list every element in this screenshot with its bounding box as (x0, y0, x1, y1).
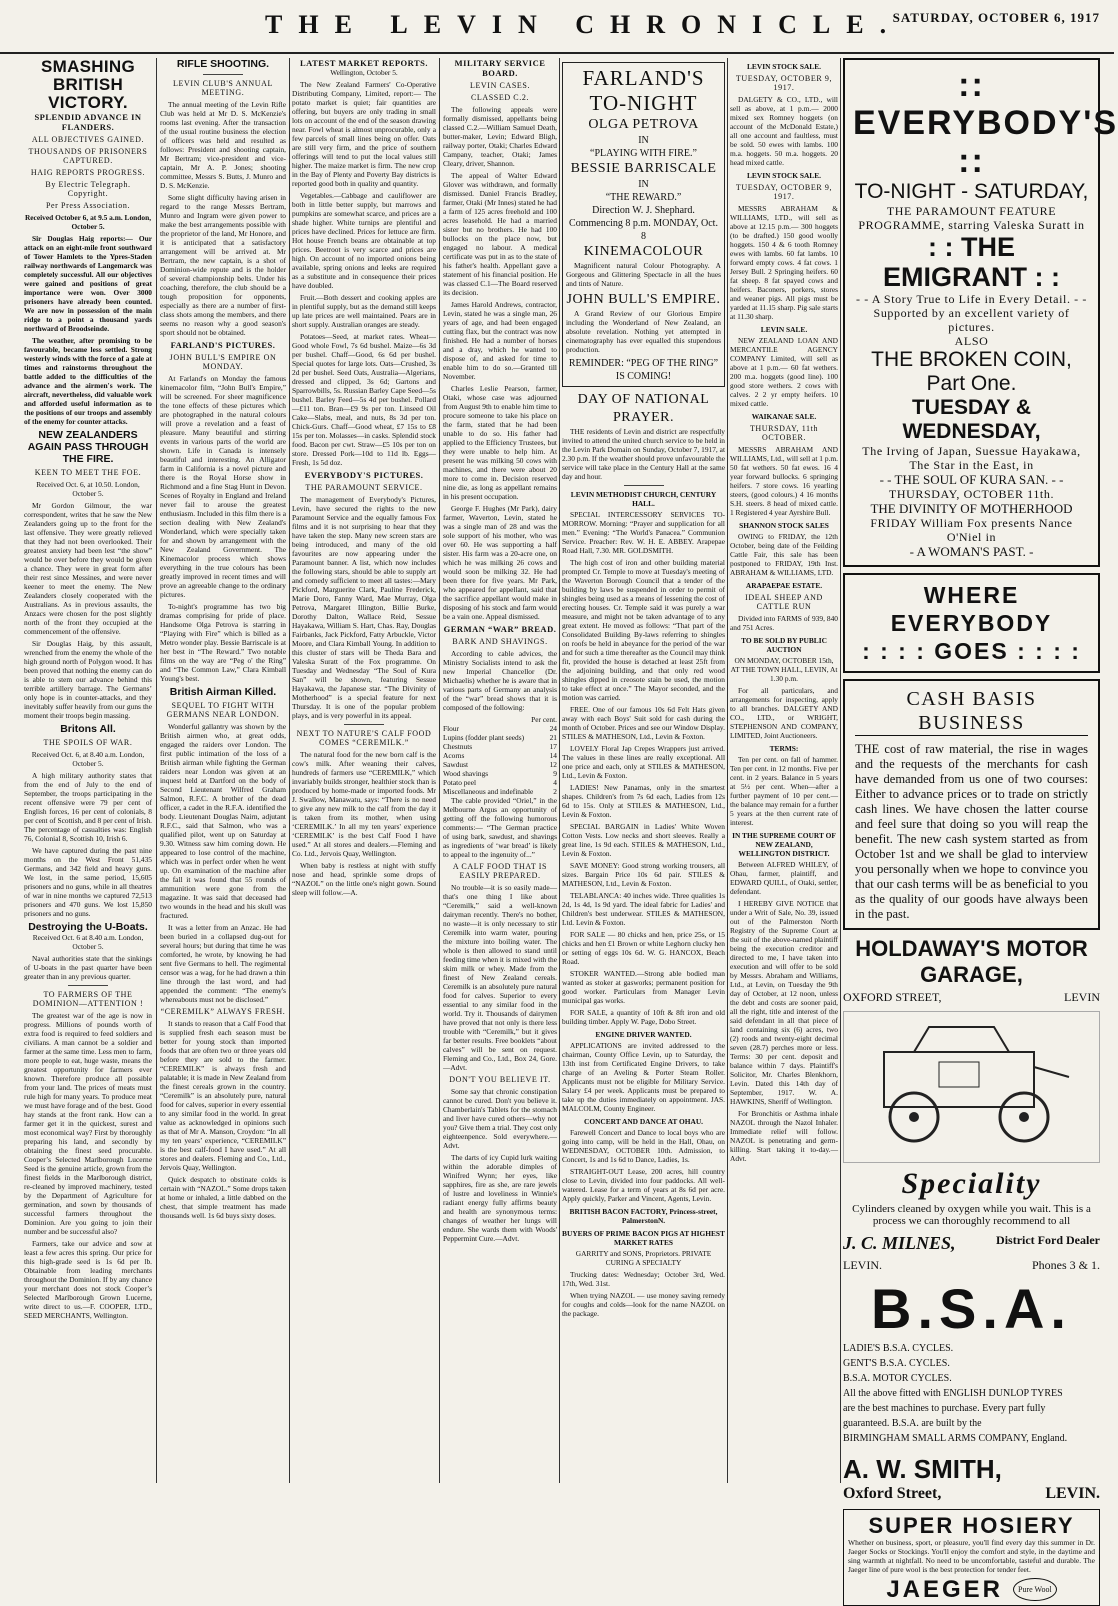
subheadline: SEQUEL TO FIGHT WITH GERMANS NEAR LONDON. (166, 701, 280, 719)
classified-ad: Farewell Concert and Dance to local boys who are going into camp, will be held in the Hall, Ohau, on WEDNESDAY, OCTOBER 10th. Admission, to Concert, 1s and 1s 6d to Dance, Ladies, 1s. (562, 1128, 725, 1164)
motor-car-illustration (843, 1011, 1100, 1163)
advert-title: TO-NIGHT (589, 91, 698, 115)
jaeger-logo-row (848, 1578, 1095, 1601)
advert-line: LADIE'S B.S.A. CYCLES. (843, 1343, 954, 1354)
article-paragraph: No trouble—it is so easily made—that's one thing I like about “Ceremilk,” said a well-known dairyman recently. There's no bother, no waste—it is only necessary to stir Ceremilk into warm water, pouring the mixture into boiling water. The whole is then allowed to stand until feeding time when it is mixed with the skim milk or whey. Made from the finest of New Zealand cereals. Ceremilk is an absolutely pure natural food for calves. Superior to every essential to any similar food in the world. Try it. Thousands of dairymen have proved that not only is there less trouble with “Ceremilk,” but it gives far better results. Free booklets “about calves” will be sent on request. Fleming and Co., Ltd., Box 24, Gore.—Advt. (443, 883, 557, 1072)
classified-ad: FOR SALE, a quantity of 10ft & 8ft iron and old building timber. Apply W. Page, Dobo Street. (562, 1008, 725, 1026)
issue-date: SATURDAY, OCTOBER 6, 1917 (892, 10, 1100, 25)
sale-title: LEVIN STOCK SALE. (747, 62, 821, 71)
table-row (443, 724, 557, 733)
classified-ad: LADIES! New Panamas, only in the smartest shapes. Children's from 7s 6d each, Ladies from 12s 6d to 15s. Only at STILES & MATHESON, Ltd., Levin & Foxton. (562, 783, 725, 819)
dateline: Received Oct. 6 at 8.40 a.m. London, October 5. (32, 933, 144, 951)
legal-notice: I HEREBY GIVE NOTICE that under a Writ of Sale, No. 39, issued out of the Palmerston North Registry of the Supreme Court at the suit of the above-named plaintiff being the execution creditor and directed to me, I have taken into execution and will offer to be sold by Messrs. Abraham and Williams, Ltd., at Levin, on Tuesday the 9th day of October, at 12 noon, unless the debt and costs are sooner paid, all the right, title and interest of the said defendant in all that piece of land containing six (6) acres, two (2) roods and twenty-eight decimal seven (28.7) perches more or less. Terms: 30 per cent. deposit and balance within 7 days. Plaintiff's Solicitor, Mr. Charles Blenkhorn, Levin. Dated this 14th day of September, 1917. W. A. HAWKINS, Sheriff of Wellington. (730, 899, 838, 1106)
article-paragraph: It stands to reason that a Calf Food that is supplied fresh each season must be better for young stock than imported foods that are often two or three years old before they are sold to the farmer. “CEREMILK” is always fresh and palatable; it is made in New Zealand from the finest cereals grown in the country. “Ceremilk” is an absolutely pure, natural food for calves, superior in every essential to any similar food in the world. In great value as acknowledged in opinions such as that of Mr A. Manson, Croydon: “In all my ten years’ experience, “CEREMILK” is the best calf-food I have used.” At all stores and dealers. Fleming and Co., Ltd., Jervois Quay, Wellington. (160, 1019, 286, 1172)
advert-line: THE BROKEN COIN, Part One. (871, 348, 1072, 395)
headline: NEW ZEALANDERS AGAIN PASS THROUGH THE FIRE. (27, 429, 149, 465)
subheadline: LEVIN CLUB'S ANNUAL MEETING. (173, 79, 273, 97)
everybodys-advert (843, 58, 1118, 567)
notice-title: BUYERS OF PRIME BACON PIGS AT HIGHEST MARKET RATES (562, 1229, 725, 1247)
advert-line: FRIDAY William Fox presents Nance O'Niel in (870, 516, 1073, 544)
notice-title: ENGINE DRIVER WANTED. (595, 1030, 692, 1039)
article-paragraph: The high cost of iron and other building material prompted Cr. Temple to move at Tuesday's meeting of the Waverton Borough Council that a tender of the building by laws be suspended in order to permit of shingles being used as a means of lessening the cost of erecting houses. Cr. Temple said it was purely a war measure, and might not be taken advantage of to any great extent. He moved as follows: “That part of the Consolidated Building By-laws referring to shingles on roofs be held in abeyance for the period of the war and for such a time thereafter as the Council may think fit, provided the house is detached at least 25ft from the adjoining building, and that only red wood shingles dipped in creosote stain be used, the motion to take effect at once.” The Mayor seconded, and the motion was carried. (562, 558, 725, 702)
subheadline: HAIG REPORTS PROGRESS. (30, 168, 146, 177)
headline: A CALF FOOD THAT IS EASILY PREPARED. (452, 862, 548, 880)
advert-line: - - A Story True to Life in Every Detail. - - (856, 292, 1087, 306)
bsa-logo: B.S.A. (871, 1277, 1072, 1340)
article-paragraph: Farmers, take our advice and sow at least a few acres this spring. Our price for this high-grade seed is 1s 6d per lb. Obtainable from leading merchants throughout the Dominion. If by any chance your merchant does not stock Cooper’s Selected Marlborough Grown Lucerne, write direct to us.—F. COOPER, LTD., SEED MERCHANTS, Wellington. (24, 1239, 152, 1320)
advert-line: JOHN BULL'S EMPIRE. (566, 292, 721, 307)
article-paragraph: Some say that chronic constipation cannot be cured. Don't you believe it. Chamberlain's Tablets for the stomach and liver have cured others—why not you? Give them a trial. They cost only eighteenpence. Sold everywhere.—Advt. (443, 1087, 557, 1150)
table-row (443, 787, 557, 796)
sale-title: TERMS: (769, 744, 799, 753)
advert-title: CASH BASIS BUSINESS (855, 687, 1088, 736)
sale-date: TUESDAY, OCTOBER 9, 1917. (735, 183, 833, 201)
classified-ad: STRAIGHT-OUT Lease, 200 acres, hill country close to Levin, divided into four paddocks. All well-watered. Lease for a term of years at 8s 6d per acre. Apply quickly, Parker and Vincent, Agents, Levin. (562, 1167, 725, 1203)
garage-town: LEVIN (1064, 990, 1100, 1004)
bread-analysis-table (443, 724, 557, 796)
sale-title: SHANNON STOCK SALES (739, 521, 829, 530)
table-row (443, 778, 557, 787)
article-paragraph: The following appeals were formally dismissed, appellants being classed C.2.—William Samuel Death, butter-maker, Levin; Edward Bligh, railway porter, Otaki; Charles Edward Campany, teacher, Otaki; James Cleary, driver, Shannon. (443, 105, 557, 168)
headline: “CEREMILK” ALWAYS FRESH. (160, 1007, 286, 1016)
car-icon (844, 1012, 1099, 1160)
headline: Destroying the U-Boats. (28, 921, 148, 933)
advert-line: OLGA PETROVA (588, 117, 699, 132)
advert-line: THE DIVINITY OF MOTHERHOOD (870, 501, 1073, 516)
article-paragraph: James Harold Andrews, contractor, Levin, stated he was a single man, 26 years of age, and had been engaged cutting flax, but the contract was now finished. He had a number of horses and a dray, which he wanted to dispose of, and asked for time to enable him to do so.—Granted till November. (443, 300, 557, 381)
table-header: Per cent. (531, 715, 557, 724)
advert-line: “THE REWARD.” (605, 192, 682, 203)
article-paragraph: Mr Gordon Gilmour, the war correspondent, writes that he saw the New Zealanders going up to the front for the last offensive. They were greatly relieved that they had not been overlooked. Their greatest anxiety had been lest “the show” would be over before they would be given a chance. They were in great form after their rest since Messines, and were never keener to meet the enemy. The New Zealanders closely cooperated with the Australians. As in previous assaults, the Anzacs were chosen for the post slightly north of the front they occupied at the commencement of the offensive. (24, 501, 152, 636)
subheadline: ALL OBJECTIVES GAINED. (31, 135, 145, 144)
sale-details: Divided into FARMS of 939, 840 and 751 Acres. (730, 614, 838, 632)
sale-title: LEVIN SALE. (760, 325, 808, 334)
bread-percent: 21 (549, 733, 557, 742)
bread-ingredient: Potato peel (443, 778, 477, 787)
dealer-name: A. W. SMITH, (843, 1454, 1002, 1484)
bread-percent: 14 (549, 751, 557, 760)
classified-ad: STOKER WANTED.—Strong able bodied man wanted as stoker at gasworks; permanent position for good worker. Particulars from Manager Levin municipal gas works. (562, 969, 725, 1005)
jaeger-advert (843, 1509, 1100, 1606)
sale-details: DALGETY & CO., LTD., will sell as above, at 1 p.m.— 2000 mixed sex Romney hoggets (on account of the McDonald Estate,) all one account and faultless, must be sold. 50 ewes with lambs. 100 m.a. hoggets. 50 m.a. hoggets. 20 head mixed cattle. (730, 95, 838, 167)
subheadline: THE PARAMOUNT SERVICE. (305, 483, 423, 492)
article-paragraph: George F. Hughes (Mr Park), dairy farmer, Waverton, Levin, stated he was a single man of 28 and was the sole support of his mother, who was over 60. He was supporting a half sister. His farm was a 20-acre one, on which he was milking 26 cows and would soon be milking 32. He had been there for five years. Mr Park, who appeared for appellant, said that the sacrifice appellant would make in disposing of his stock and farm would be a vain one. Appeal dismissed. (443, 504, 557, 621)
article-paragraph: The greatest war of the age is now in progress. Millions of pounds worth of extra food is required to feed soldiers and civilians. A man cannot be a soldier and farmer at the same time. Less men to farm, more people to eat, huge waste, means the greatest opportunity for farmers ever known. Therefore produce all possible from your land. The prices of meats must rule high for many years. To produce meat we must have forage and of the best. Good hay stands at the front rank. How can a farmer get it in the quickest, surest and most economical way? First by thoroughly preparing his land, and secondly by obtaining the finest seed procurable. Cooper’s Selected Marlborough Lucerne Seed is the genuine article, grown from the finest fields in the Marlborough district, re-cleaned by improved machinery, tested by the Department of Agriculture for germination, and sown by thousands of successful farmers throughout the Dominion. Are you going to join their number and be successful also? (24, 1011, 152, 1236)
article-paragraph: The annual meeting of the Levin Rifle Club was held at Mr D. S. McKenzie's rooms last evening. After the transaction of the usual routine business the election of officers was held and resulted as follows: President and shooting captain, Mr Bertram; vice-president and vice-captain, Mr A. P. Jones; shooting committee, Messrs S. Butts, J. Munro and D. S. McKenzie. (160, 100, 286, 190)
table-row (443, 733, 557, 742)
advert-title: SUPER HOSIERY (868, 1513, 1075, 1538)
subheadline: LEVIN CASES. (469, 81, 531, 90)
dealer-role: District Ford Dealer (996, 1233, 1100, 1247)
advert-line: - A WOMAN'S PAST. - (909, 544, 1034, 559)
speciality-text: Cylinders cleaned by oxygen while you wait. This is a process we can thoroughly recommend to all (852, 1203, 1091, 1227)
notice-paragraph: SPECIAL INTERCESSORY SERVICES TO-MORROW. Morning: “Prayer and supplication for all men.” Evening: “The World's Panacea.” Communion Service. Preacher: Rev. W. H. E. ABBEY. Arapepae Road Hall, 7.30. MR. GOLDSMITH. (562, 510, 725, 555)
classified-ad: APPLICATIONS are invited addressed to the chairman, County Office Levin, up to Saturday, the 13th inst from Certificated Engine Drivers, to take charge of an Aveling & Porter Steam Roller. Applicants must not be eligible for Military Service. Salary £4 per week. Applicants must be prepared to take up the duties immediately on appointment. JAS. MALCOLM, County Engineer. (562, 1041, 725, 1113)
headline: RIFLE SHOOTING. (176, 58, 270, 70)
pure-wool-seal: Pure Wool (1013, 1578, 1057, 1601)
dateline: Received Oct. 6, at 8.40 a.m. London, October 5. (31, 750, 145, 768)
article-paragraph: Potatoes—Seed, at market rates. Wheat—Good whole Fowl, 7s 6d bushel. Maize—6s 3d per bushel. Chaff—Good, 6s 6d per bushel. Special quotes for large lots. Oats—Crushed, 3s 2d per bushel. Seed Oats, Australia—Algerians, dressed and clipped, 3s 6d; Gartons and Sparrowbills, 5s. Russian Barley Cape Seed—5s bushel. Barley Feed—5s 4d per bushel. Pollard—£11 ton. Bran—£9 9s per ton. Linseed Oil Cake—Slabs, meal, and nuts, 8s 3d per ton. Chick-Gurs. Chaff—Good wheat, £7 15s to £8 15s per ton. Molasses—in casks. Splendid stock food. Bacon per cwt. Straw—£5 10s per ton on store. Dressed Pork—10d to 11d lb. Eggs—Fresh, 1s 5d doz. (292, 332, 436, 467)
headline: British Airman Killed. (169, 686, 277, 698)
article-paragraph: The New Zealand Farmers' Co-Operative Distributing Company, Limited, report:— The potato market is quiet; fair quantities are offering, but buyers are only trading in small lots on account of the end of the season drawing near. Fowl wheat is almost unprocurable, only a few parcels of small lines being on offer. Oats are still very firm, and the price of southern offerings will tend to put the local values still higher. The maize market is firm. The new crop in the Bay of Plenty and Poverty Bay districts is reported good both in quality and quantity. (292, 80, 436, 188)
headline: MILITARY SERVICE BOARD. (454, 58, 546, 78)
column-local-news (160, 58, 286, 1483)
advert-line: THURSDAY, OCTOBER 11th. (888, 487, 1055, 501)
dealer-town: LEVIN. (1045, 1485, 1100, 1502)
divider (68, 985, 108, 986)
bread-ingredient: Flour (443, 724, 460, 733)
article-paragraph: Vegetables.—Cabbage and cauliflower are both in little better supply, but marrows and pumpkins are somewhat scarce, and prices are a shade higher. White turnips are plentiful and prices have declined. Prices for lettuce are firm. Hot house French beans are obtainable at top prices. Beetroot is very scarce and prices are high. On account of no imported onions being available, spring onions and leeks are required as a substitute and in consequence their prices have doubled. (292, 191, 436, 290)
headline: SMASHING BRITISH VICTORY. (40, 57, 135, 112)
bsa-dealer-address (843, 1485, 1100, 1503)
divider (624, 485, 664, 486)
subheadline: THOUSANDS OF PRISONERS CAPTURED. (28, 147, 148, 165)
table-row (443, 769, 557, 778)
article-paragraph: Sir Douglas Haig, by this assault, wrenched from the enemy the whole of the high ground north of Polygon wood. It has been proved that nothing the enemy can do is able to stem our advance behind this terrible artillery barrage. The Germans’ only hope is in counter-attacks, and they inevitably suffer heavily from our guns the moment their troops begin massing. (24, 639, 152, 720)
advert-line: BESSIE BARRISCALE (570, 161, 717, 176)
garage-street: OXFORD STREET, (843, 990, 942, 1004)
subheadline: JOHN BULL'S EMPIRE ON MONDAY. (169, 353, 277, 371)
garage-address (843, 990, 1100, 1005)
advert-line: REMINDER: “PEG OF THE RING” IS COMING! (568, 358, 719, 382)
sale-title: ARAPAEPAE ESTATE. (745, 581, 823, 590)
column-stock-sales (730, 58, 838, 1483)
bread-percent: 17 (549, 742, 557, 751)
column-rule (727, 58, 728, 1483)
advert-line: IN (638, 135, 649, 146)
dateline: Received October 6, at 9.5 a.m. London, October 5. (24, 213, 152, 231)
advert-paragraph: Magnificent natural Colour Photography. A Gorgeous and Glittering Spectacle in all the hues and tints of Nature. (566, 261, 721, 288)
sale-details: Ten per cent. on fall of hammer. Ten per cent. in 12 months. Five per cent. in 2 years. Balance in 5 years at 5½ per cent. When—after a further payment of 10 per cent.—the balance may remain for a further 5 years at the then current rate of interest. (730, 755, 838, 827)
sale-details: NEW ZEALAND LOAN AND MERCANTILE AGENCY COMPANY Limited, will sell as above at 1 p.m.— 60 fat wethers. 200 m.a. hoggets (good line). 100 good store wethers. 2 cows with calves. 2 2 yr empty heifers. 10 mixed cattle. (730, 336, 838, 408)
classified-ad: When trying NAZOL — use money saving remedy for coughs and colds—look for the name NAZOL on the package. (562, 1291, 725, 1318)
sale-details: MESSRS ABRAHAM & WILLIAMS, LTD., will sell as above at 12.15 p.m.— 300 hoggets (to be drafted.) 150 good woolly hoggets. 150 4 & 6 tooth Romney ewes with lambs. 60 fat lambs. 10 forward empty cows. 4 fat cows. 1 Jersey Bull. 2 Springing heifers. 60 fat sheep. 8 fat spayed cows and heifers. Baconers, porkers, stores and weaner pigs. All pigs must be yarded at 11.15 sharp. Pig sale starts at 11.30 sharp. (730, 204, 838, 321)
sale-title: TO BE SOLD BY PUBLIC AUCTION (741, 636, 827, 654)
subheadline: SPLENDID ADVANCE IN FLANDERS. (34, 112, 142, 132)
article-paragraph: According to cable advices, the Ministry Socialists intend to ask the new Imperial Chancellor (Dr. Michaelis) whether he is aware that in various parts of Germany an analysis of the “war” bread shows that it is composed of the following: (443, 649, 557, 712)
farlands-advert (562, 62, 725, 387)
advert-line: WHERE EVERYBODY (890, 582, 1053, 636)
bread-ingredient: Acorns (443, 751, 465, 760)
bread-ingredient: Miscellaneous and indefinable (443, 787, 534, 796)
classified-ad: GARRITY and SONS, Proprietors. PRIVATE CURING A SPECIALTY (575, 1249, 712, 1267)
table-row (443, 751, 557, 760)
classified-ad: Trucking dates: Wednesday; October 3rd, Wed. 17th, Wed. 31st. (562, 1270, 725, 1288)
article-paragraph: Naval authorities state that the sinkings of U-boats in the past quarter have been greater than in any previous quarter. (24, 954, 152, 981)
notice-title: DAY OF NATIONAL PRAYER. (577, 392, 710, 425)
advert-line: Direction W. J. Shephard. (592, 205, 695, 216)
garage-title: HOLDAWAY'S MOTOR GARAGE, (855, 936, 1088, 987)
bread-percent: 2 (553, 787, 557, 796)
headline: GERMAN “WAR” BREAD. (443, 624, 557, 634)
headline: EVERYBODY'S PICTURES. (304, 470, 424, 480)
classified-ad: SAVE MONEY: Good strong working trousers, all sizes. Bargain Price 10s 6d pair. STILES & MATHESON, Ltd., Levin & Foxton. (562, 861, 725, 888)
advert-line: guaranteed. B.S.A. are built by the (843, 1418, 982, 1429)
advert-line: TO-NIGHT - SATURDAY, (854, 180, 1089, 203)
headline: TO FARMERS OF THE DOMINION—ATTENTION ! (32, 990, 144, 1008)
dealer-name: J. C. MILNES, (843, 1233, 956, 1253)
advert-title: FARLAND'S (582, 66, 705, 90)
article-paragraph: The darts of icy Cupid lurk waiting within the adorable dimples of Winifred Wynn; her eyes, like sapphires, fire as she, are rare jewels of lustre and loveliness in Winnie's radiant energy fully affirms beauty and health are synonymous terms: changes of weather her lungs will endure. She wards them with Woods' Peppermint Cure.—Advt. (443, 1153, 557, 1243)
classified-ad: For Bronchitis or Asthma inhale NAZOL through the Nazol Inhaler. Immediate relief will follow. NAZOL is penetrating and germ-killing. Start taking it to-day.—Advt. (730, 1109, 838, 1163)
advert-line: Supported by an excellent variety of pictures. (873, 306, 1070, 334)
newspaper-title: THE LEVIN CHRONICLE. (265, 10, 903, 39)
advert-line: GENT'S B.S.A. CYCLES. (843, 1358, 950, 1369)
notice-paragraph: THE residents of Levin and district are respectfully invited to attend the united church service to be held in the Levin Park Domain on Sunday, October 7, 1917, at 2.30 p.m. If the weather should prove unfavourable the service will take place in the Century Hall at the same day and hour. (562, 427, 725, 481)
advert-line: KINEMACOLOUR (583, 244, 704, 259)
dealer-town: LEVIN. (843, 1258, 882, 1272)
jaeger-logo: JAEGER (886, 1576, 1004, 1603)
article-paragraph: Fruit.—Both dessert and cooking apples are in plentiful supply, but as the demand still keeps up late prices are well maintained. Pears are in short supply. Australian oranges are steady. (292, 293, 436, 329)
advert-line: Commencing 8 p.m. MONDAY, Oct. 8 (569, 218, 718, 242)
article-paragraph: A high military authority states that from the end of July to the end of September, the troops participating in the recent offensive were 79 per cent of English forces, 16 per cent of colonials, 8 per cent of Scottish, and 8 per cent of Irish. The percentage of casualties was: English 76, Colonial 8, Scottish 10, Irish 6. (24, 771, 152, 843)
column-rule (840, 58, 841, 1483)
article-paragraph: Charles Leslie Pearson, farmer, Otaki, whose case was adjourned from August 9th to enable him time to procure someone to take his place on the farm, stated that he had been unable to do so. His father had applied to the Efficiency Trustees, but they were unable to help him. At present he was milking 50 cows with machines, and there were about 20 more to come in. Decision reserved nine die, as long as appellant remains in his present occupation. (443, 384, 557, 501)
article-paragraph: Quick despatch to obstinate colds is certain with “NAZOL.” Some drops taken at home or inhaled, a little dabbed on the chest, that simple treatment has made thousands well. 1s 6d buys sixty doses. (160, 1175, 286, 1220)
headline: LATEST MARKET REPORTS. (299, 58, 429, 68)
advert-title: :: EVERYBODY'S :: (853, 66, 1118, 180)
classified-ad: FOR SALE — 80 chicks and hen, price 25s, or 15 chicks and hen £1 Brown or white Leghorn clucky hen or setting of eggs 10s 6d. W. G. HANCOX, Beach Road. (562, 930, 725, 966)
milnes-contact (843, 1258, 1100, 1273)
table-row (443, 742, 557, 751)
sale-date: THURSDAY, 11th OCTOBER. (749, 424, 819, 442)
column-war-news (24, 58, 152, 1483)
advert-line: - - THE SOUL OF KURA SAN. - - (879, 472, 1064, 487)
notice-title: CONCERT AND DANCE AT OHAU. (583, 1117, 704, 1126)
dateline: Received Oct. 6, at 10.50. London, October 5. (36, 480, 140, 498)
headline: FARLAND'S PICTURES. (170, 340, 276, 350)
column-display-ads (843, 58, 1118, 1603)
column-military-board (443, 58, 557, 1483)
bread-percent: 4 (553, 778, 557, 787)
sale-details: ON MONDAY, OCTOBER 15th, AT THE TOWN HALL, LEVIN, At 1.30 p.m. (730, 656, 838, 683)
advert-line: The Irving of Japan, Suessue Hayakawa, The Star in the East, in (862, 444, 1081, 472)
table-row (443, 760, 557, 769)
legal-notice: Between ALFRED WHILEY, of Ohau, farmer, plaintiff, and EDWARD QUILL, of Otaki, settler, defendant. (730, 860, 838, 896)
headline: Britons All. (60, 723, 116, 735)
headline: DON'T YOU BELIEVE IT. (449, 1075, 551, 1084)
bread-ingredient: Chestnuts (443, 742, 473, 751)
article-paragraph: The weather, after promising to be favourable, became less settled. Strong westerly winds with the force of a gale at times and rainstorms throughout the battle added to the difficulties of the advance and the airmen's work. The aircraft, nevertheless, did valuable work and afforded useful information as to the positions of our troops and assembly of the enemy for counter attacks. (24, 336, 152, 426)
advert-line: B.S.A. MOTOR CYCLES. (843, 1373, 952, 1384)
bread-ingredient: Lupins (fodder plant seeds) (443, 733, 525, 742)
advert-line: THE PARAMOUNT FEATURE PROGRAMME, starring Valeska Suratt in (858, 204, 1085, 232)
masthead (0, 0, 1114, 54)
notice-title: LEVIN METHODIST CHURCH, CENTURY HALL. (570, 490, 717, 508)
advert-line: ALSO (954, 334, 989, 348)
milnes-advert (843, 1233, 1100, 1254)
advert-line: : : : : GOES : : : : (862, 638, 1081, 664)
advert-paragraph: A Grand Review of our Glorious Empire including the Wonderland of New Zealand, an absolute revelation. Nothing yet attempted in cinematography has ever equalled this stupendous production. (566, 309, 721, 354)
bread-percent: 24 (549, 724, 557, 733)
column-farlands-ads (562, 58, 725, 1483)
classified-ad: LOVELY Floral Jap Crepes Wrappers just arrived. The values in these lines are really exceptional. All one price and each, only at STILES & MATHESON, Ltd., Levin & Foxton. (562, 744, 725, 780)
article-paragraph: The appeal of Walter Edward Glover was withdrawn, and formally dismissed. Daniel Francis Bradley, farmer, Otaki (Mr Innes) stated he had a farm of 125 acres freehold and 100 acres leasehold. He had a married sister but no brothers. He had 100 bullocks on the place now, but engaged no labour. A medical certificate was put in as to the state of his father's health. Appellant gave a statement of his financial position. He was classed C.1—The Board reserved its decision. (443, 171, 557, 297)
byline: By Electric Telegraph. Copyright. (45, 180, 131, 198)
article-paragraph: To-night's programme has two big dramas comprising for pride of place. Handsome Olga Petrova is starring in “Playing with Fire” which is billed as a Metro wonder play. Bessie Barriscale is at her best in “The Reward.” Two notable films on the way are “Peg o' the Ring” and “The Common Law,” Clara Kimball Young's best. (160, 602, 286, 683)
classified-ad: TELABLANCA: 40 inches wide. Three qualities 1s 2d, 1s 4d, 1s 9d yard. The ideal fabric for Ladies' and Children's best underwear. STILES & MATHESON, Ltd. Levin & Foxton. (562, 891, 725, 927)
subheadline: CLASSED C.2. (470, 93, 530, 102)
notice-title: BRITISH BACON FACTORY, Princess-street, PalmerstonN. (569, 1207, 718, 1225)
dateline: Wellington, October 5. (330, 68, 398, 77)
article-paragraph: The natural food for the new born calf is the cow's milk. After weaning their calves, hundreds of farmers use “CEREMILK,” which invariably builds stronger, healthier stock than is produced by home-made or imported foods. Mr J. Swallow, Manawatu, says: “There is no need to give any new milk to the calf from the day it is taken from its mother, when using ‘CEREMILK.’ In all my ten years' experience ‘CEREMILK’ is the best Calf Food I have used.” At all stores and dealers.—Fleming and Co. Ltd., Jervois Quay, Wellington. (292, 750, 436, 858)
article-paragraph: Wonderful gallantry was shown by the British airmen who, at great odds, engaged the raiders over London. The first public intimation of the loss of a British airman while fighting the German raiders near London was given at an inquest held at Dartford on the body of Second Lieutenant Wilfred Graham Salmon, R.F.C. A brother of the dead officer, a cadet in the R.F.A. identified the body. Lieutenant Douglas Nairn, adjutant R.F.C., said that Salmon, who was a qualified pilot, went up on Saturday at 9.30. Witness saw him coming down. He appeared to lose control of the machine, which was in perfect order when he went up. On examination of the machine after the fall it was found that 55 rounds of ammunition were gone from the magazine. It was said that deceased had two wounds in the head and his skull was fractured. (160, 722, 286, 920)
divider (344, 724, 384, 725)
subheadline: KEEN TO MEET THE FOE. (34, 468, 142, 477)
bread-percent: 12 (549, 760, 557, 769)
byline: Per Press Association. (45, 201, 131, 210)
bread-ingredient: Sawdust (443, 760, 469, 769)
column-rule (439, 58, 440, 1483)
advert-line: TUESDAY & WEDNESDAY, (902, 396, 1041, 443)
sale-details: For all particulars, and arrangements for inspecting, apply to all branches. DALGETY AND CO., LTD., or WRIGHT, STEPHENSON AND COMPANY, LIMITED, Joint Auctioneers. (730, 686, 838, 740)
article-paragraph: At Farland's on Monday the famous kinemacolor film, “John Bull's Empire,” will be screened. For sheer magnificence the tone effects of these pictures which are photographed in the natural colours will prove a revelation and a feast of pleasure. Many beautiful and stirring events in various parts of the world are shown. Life in Canada is intensely beautiful and interesting. An Alligator farm in California is a novel picture and there is the Royal Horse show in Richmond and a fine Stag Hunt in Devon. Scenes of Royalty in England and Ireland never fail to arouse the greatest enthusiasm. Included in this film there is a section dealing with New Zealand's Wonderland, which were specially taken for and shown by arrangement with the New Zealand Government. The Kinemacolor process which shows everything in the true colours has been greatly improved in recent times and will prove an agreeable change to the ordinary pictures. (160, 374, 286, 599)
sale-title: LEVIN STOCK SALE. (747, 171, 821, 180)
column-rule (559, 58, 560, 1483)
advert-line: “PLAYING WITH FIRE.” (590, 148, 697, 159)
column-rule (156, 58, 157, 1483)
dealer-phone: Phones 3 & 1. (1031, 1258, 1100, 1272)
column-market (292, 58, 436, 1483)
subheadline: BARK AND SHAVINGS. (452, 637, 548, 646)
article-paragraph: The management of Everybody's Pictures, Levin, have secured the rights to the new Paramount Service and the equally famous Fox films and it is not surprising to hear that they have taken the step. Many new screen stars are being introduced, and many of the old favourites are now appearing under the Paramount banner. A list, which now includes the following stars, should be able to supply art and comedy sufficient to meet all tastes:—Mary Pickford, Marguerite Clark, Pauline Frederick, Marie Doro, Fanny Ward, Mae Murray, Olga Petrova, Margaret Illington, Billie Burke, Dorothy Dalton, Wallace Reid, Sessue Hayakawa, William S. Hart, Chas. Ray, Douglas Fairbanks, Jack Pickford, Fatty Arbuckle, Victor Moore, and Clara Kimball Young. In addition to this cluster of stars will be Theda Bara and Valeska Suratt of the Fox programme. On Tuesday and Wednesday “The Soul of Kura San” will be shown, featuring Sessue Hayakawa, the Japanese star. “The Divinity of Motherhood” is a special feature for next Thursday. It is one of the popular problem plays, and is very powerful in its appeal. (292, 495, 436, 720)
bread-ingredient: Wood shavings (443, 769, 489, 778)
advert-line: BIRMINGHAM SMALL ARMS COMPANY, England. (843, 1433, 1068, 1444)
sale-title: WAIKANAE SALE. (751, 412, 817, 421)
bsa-dealer (843, 1454, 1100, 1485)
sale-details: OWING to FRIDAY, the 12th October, being date of the Feilding Cattle Fair, this sale has been postponed to FRIDAY, 19th Inst. ABRAHAM & WILLIAMS, LTD. (730, 532, 838, 577)
advert-paragraph: Whether on business, sport, or pleasure, you'll find every day this summer in Dr. Jaeger Socks or Stockings. You'll enjoy the comfort and style, in the daytime and sing warmth at nightfall. No need to be uncomfortable, tasteful and durable. The Jaeger line of pure wool is the best protection for tender feet. (848, 1538, 1095, 1574)
speciality-title: Speciality (901, 1167, 1042, 1200)
advert-line: IN (638, 179, 649, 190)
headline: NEXT TO NATURE'S CALF FOOD COMES “CEREMILK.” (296, 729, 432, 747)
advert-line: All the above fitted with ENGLISH DUNLOP TYRES (843, 1388, 1063, 1399)
subheadline: THE SPOILS OF WAR. (43, 738, 133, 747)
classified-ad: FREE. One of our famous 10s 6d Felt Hats given away with each Boys' Suit sold for cash during the month of October. Prices and see our Window Display. STILES & MATHESON, Ltd., Levin & Foxton. (562, 705, 725, 741)
sale-date: TUESDAY, OCTOBER 9, 1917. (735, 74, 833, 92)
where-everybody-advert (843, 573, 1100, 673)
article-paragraph: When baby is restless at night with stuffy nose and head, sprinkle some drops of “NAZOL” on the little one's night gown. Sound sleep will follow.—A. (292, 861, 436, 897)
cash-basis-advert (843, 679, 1100, 930)
article-paragraph: Sir Douglas Haig reports:— Our attack on an eight-mile front southward of Tower Hamlets to the Ypres-Staden railway northwards of Langemarck was completely successful. All our objectives were gained and positions of great importance were won. Over 3000 prisoners have already been counted. We are now in possession of the main ridge to a point a thousand yards northward of Broodseinde. (24, 234, 152, 333)
advert-paragraph: THE cost of raw material, the rise in wages and the requests of the merchants for cash have demanded from us one of two courses: Either to advance prices or to trade on strictly cash lines. We have chosen the latter course and feel sure that doing so you will reap the benefit. The new cash system started as from October 1st and we shall be glad to interview you personally when we hope to convince you that our cash terms will be as beneficial to you as the quality of our goods have always been in the past. (855, 742, 1088, 921)
dealer-street: Oxford Street, (843, 1485, 942, 1502)
column-rule (289, 58, 290, 1483)
article-paragraph: It was a letter from an Anzac. He had been buried in a collapsed dug-out for several hours; but during that time he was comforted, he wrote, by knowing he had sent five Germans to hell. The regimental censor was a wag, for he had drawn a thin line through the last word, and had appended the comment: “The enemy's whereabouts must not be disclosed.” (160, 923, 286, 1004)
sale-details: MESSRS ABRAHAM AND WILLIAMS, Ltd., will sell at 1 p.m. 50 fat wethers. 50 fat ewes. 16 4 year forward bullocks. 6 springing heifers. 7 store cows. 16 yearling steers, (good colours.) 4 16 months S.H. steers. 8 head of mixed cattle. 1 Registered 4 year Ayrshire Bull. (730, 445, 838, 517)
article-paragraph: Some slight difficulty having arisen in regard to the range Messrs Bertram, Munro and Ingram were given power to make the best arrangements possible with the proprietor of the land, Mr Honore, and it is anticipated that a satisfactory arrangement will be arrived at. Mr Bertram, the new captain, is a shot of Dominion-wide repute and is the holder of several championship belts. Under his coaching, therefore, the club should be a tough proposition for opponents, especially as there are a number of first-class shots among the members, and there seems no reason why a good season's sport should not be obtained. (160, 193, 286, 337)
article-paragraph: The cable provided “Oriel,” in the Melbourne Argus an opportunity of getting off the following humorous comments:— “The German practice of using bark, sawdust, and shavings as ingredients of ‘war bread’ is likely to appeal to the ingenuity of...” (443, 796, 557, 859)
advert-line: : : THE EMIGRANT : : (883, 232, 1060, 292)
sale-title: IN THE SUPREME COURT OF NEW ZEALAND, WELLINGTON DISTRICT. (732, 831, 836, 858)
bread-percent: 9 (553, 769, 557, 778)
classified-ad: SPECIAL BARGAIN in Ladies' White Woven Cotton Vests. Low necks and short sleeves. Really a great line, 1s 9d each. STILES & MATHESON, Ltd., Levin & Foxton. (562, 822, 725, 858)
bsa-advert (843, 1341, 1100, 1446)
divider (203, 74, 243, 75)
sale-subtitle: IDEAL SHEEP AND CATTLE RUN (745, 593, 823, 611)
advert-line: are the best machines to purchase. Every part fully (843, 1403, 1046, 1414)
article-paragraph: We have captured during the past nine months on the West Front 51,435 Germans, and 342 field and heavy guns. We lost, in the same period, 15,605 prisoners and no guns, while in all theatres of war in nine months we captured 72,513 prisoners and 470 guns. We lost 15,850 prisoners and no guns. (24, 846, 152, 918)
